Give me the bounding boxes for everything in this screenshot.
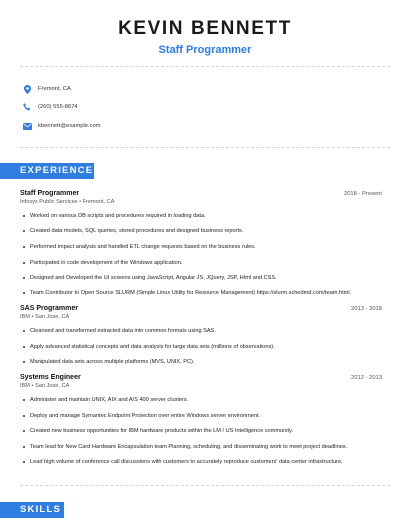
job-entry (20, 305, 382, 320)
list-item: Administer and maintain UNIX, AIX and A/S 400 server clusters. (22, 397, 188, 403)
contact-phone (22, 102, 78, 112)
contact-location (22, 84, 71, 94)
list-item: Participated in code development of the Windows application. (22, 260, 182, 266)
list-item: Deploy and manage Symantec Endpoint Protection over entire Windows server environment. (22, 413, 260, 419)
list-item: Manipulated data sets across multiple platforms (MVS, UNIX, PC). (22, 359, 194, 365)
candidate-name: KEVIN BENNETT (118, 18, 292, 39)
candidate-title: Staff Programmer (158, 44, 252, 56)
phone-icon (22, 102, 32, 112)
list-item: Team lead for New Card Hardware Encapsulation team Planning, scheduling, and disseminating work to meet project deadlines. (22, 444, 347, 450)
list-item: Created data models, SQL queries, stored procedures and designed business reports. (22, 228, 243, 234)
divider (20, 147, 390, 148)
job-company: IBM (20, 314, 30, 320)
job-title: Systems Engineer (20, 374, 81, 381)
job-company-line: IBM • San Jose, CA (20, 383, 70, 389)
list-item: Cleansed and transformed extracted data into common formats using SAS. (22, 328, 216, 334)
contact-email[interactable] (22, 121, 101, 131)
job-location: San Jose, CA (35, 383, 70, 389)
divider (20, 485, 390, 486)
list-item: Performed impact analysis and handled ETL change requests based on the business rules. (22, 244, 256, 250)
divider (20, 66, 390, 67)
job-location: Fremont, CA (82, 199, 115, 205)
location-text: Fremont, CA (38, 86, 71, 92)
job-title: SAS Programmer (20, 305, 78, 312)
list-item: Worked on various DB scripts and procedures required in loading data. (22, 213, 206, 219)
job-dates: 2012 - 2013 (351, 375, 382, 381)
list-item: Team Contributor to Open Source SLURM (Simple Linux Utility for Resource Management) https://slurm.schedmd.com/team.html. (22, 290, 351, 296)
resume-header (0, 18, 410, 56)
email-text[interactable]: kbennett@example.com (38, 123, 101, 129)
job-title: Staff Programmer (20, 190, 80, 197)
job-company-line: IBM • San Jose, CA (20, 314, 70, 320)
list-item: Lead high volume of conference call discussions with customers to accurately reproduce customers' data center infrastructure. (22, 459, 343, 465)
job-company: IBM (20, 383, 30, 389)
skills-section-heading: SKILLS (0, 502, 64, 518)
location-pin-icon (22, 84, 32, 94)
list-item: Created new business opportunities for IBM hardware products within the LM / US Intelligence community. (22, 428, 293, 434)
job-company: Infosys Public Services (20, 199, 78, 205)
list-item: Designed and Developed the UI screens using JavaScript, Angular JS, JQuery, JSP, Html and CSS. (22, 275, 277, 281)
job-dates: 2018 - Present (343, 191, 382, 197)
job-entry (20, 374, 382, 389)
job-company-line: Infosys Public Services • Fremont, CA (20, 199, 115, 205)
experience-section-heading: EXPERIENCE (0, 163, 94, 179)
phone-text: (260) 555-8674 (38, 104, 78, 110)
job-entry (20, 190, 382, 205)
list-item: Apply advanced statistical concepts and data analysis for large data sets (millions of observations). (22, 344, 275, 350)
job-dates: 2013 - 2018 (351, 306, 382, 312)
envelope-icon (22, 121, 32, 131)
job-location: San Jose, CA (35, 314, 70, 320)
